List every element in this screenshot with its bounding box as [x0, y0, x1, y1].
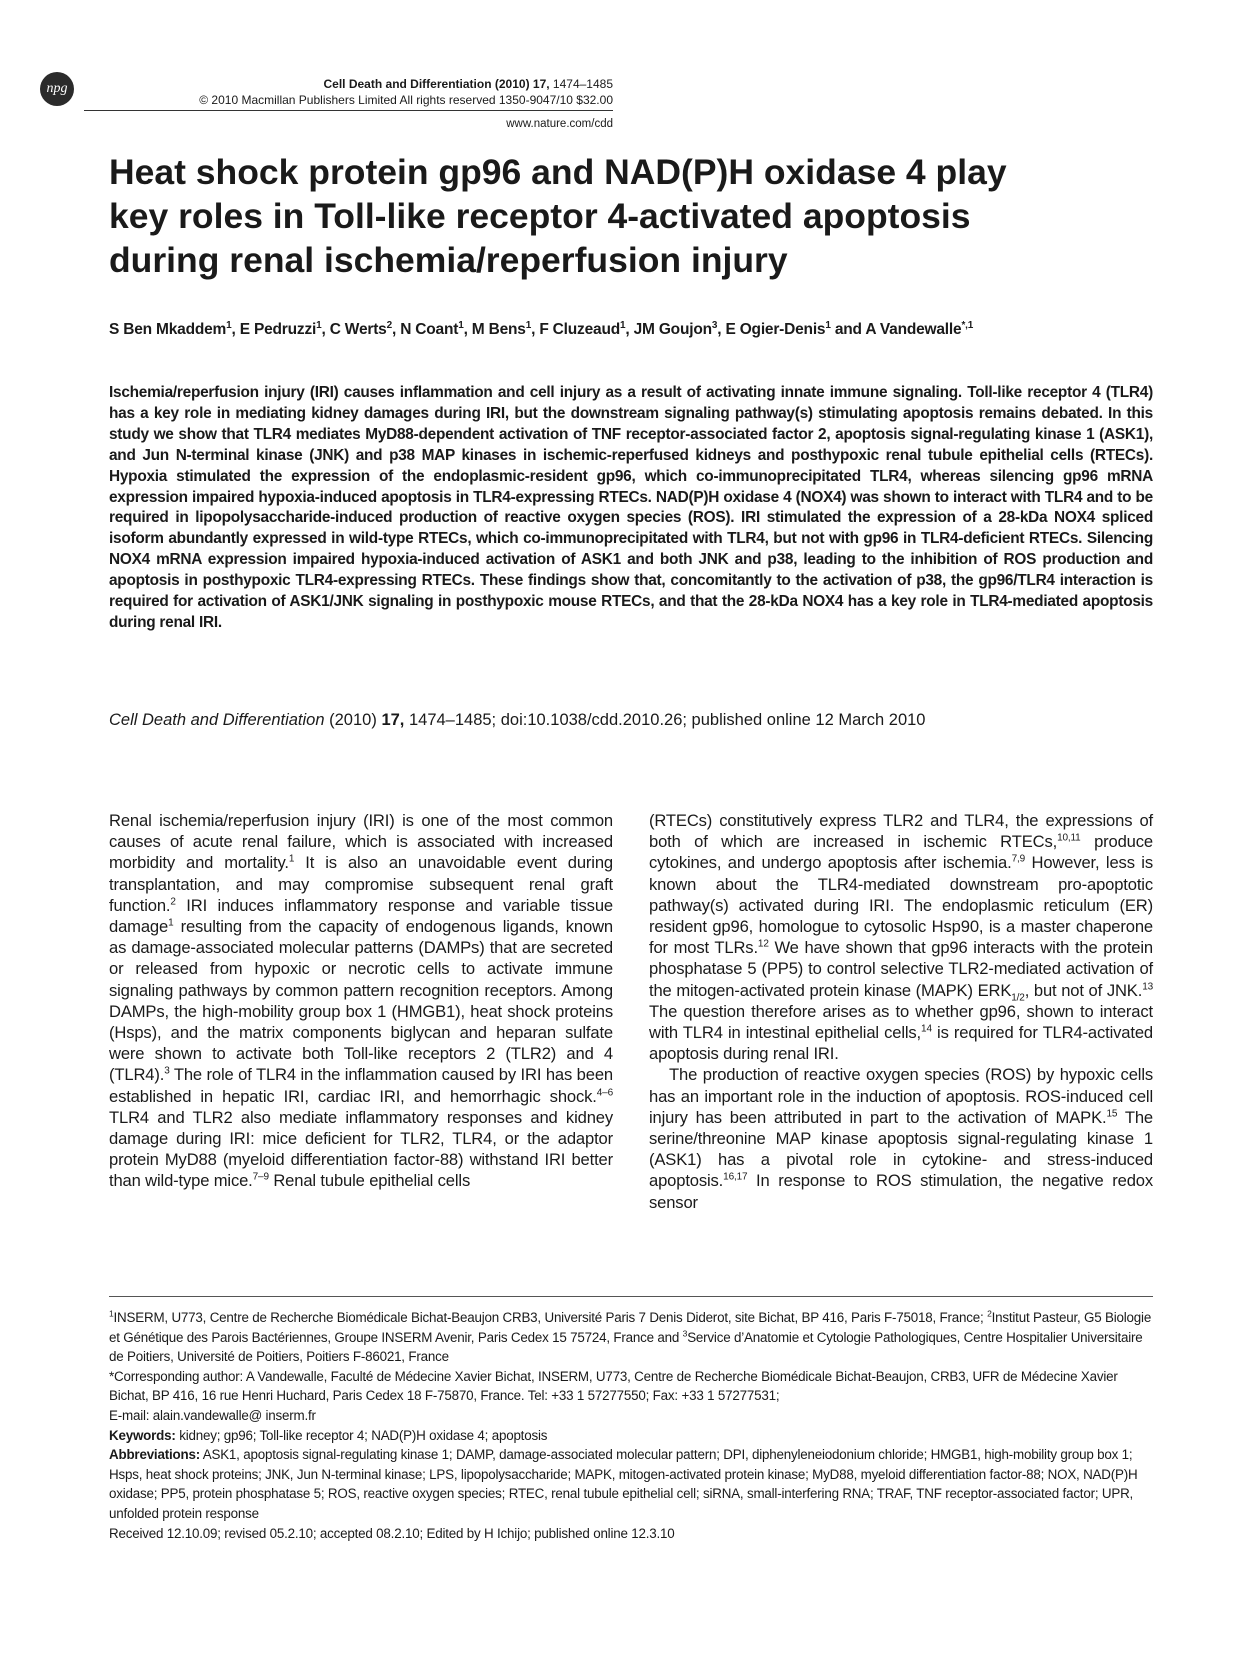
author: C Werts — [329, 321, 387, 339]
affiliation-text: INSERM, U773, Centre de Recherche Biomédicale Bichat-Beaujon CRB3, Université Paris 7 Denis Diderot, site Bichat, BP 416, Paris F-75018, France; — [113, 1310, 988, 1325]
body-text: Renal ischemia/reperfusion injury (IRI) is one of the most common causes of acute renal failure, which is associated with increased morbidity and mortality. — [109, 811, 613, 873]
reference-mark[interactable]: 13 — [1142, 981, 1154, 993]
journal-pages: 1474–1485 — [552, 77, 613, 91]
body-column-right — [649, 810, 1153, 1213]
journal-name: Cell Death and Differentiation — [323, 77, 492, 91]
corresponding-author: *Corresponding author: A Vandewalle, Faculté de Médecine Xavier Bichat, INSERM, U773, Centre de Recherche Biomédicale Bichat-Beaujon, CRB3, UFR de Médecine Xavier Bichat, BP 416, 16 rue Henri Huchard, Paris Cedex 18 F-75870, France. Tel: +33 1 57277550; Fax: +33 1 57277531; — [109, 1368, 1118, 1404]
subscript: 1/2 — [1011, 991, 1025, 1003]
title-line-2: key roles in Toll-like receptor 4-activated apoptosis — [109, 196, 971, 236]
body-text: The question therefore arises as to whether gp96, shown to interact with TLR4 in intestinal epithelial cells, — [649, 1001, 1153, 1043]
keywords — [109, 1426, 1153, 1446]
footnote-divider — [109, 1296, 1153, 1297]
affiliation-text: Service d’Anatomie et Cytologie Pathologiques, Centre Hospitalier Universitaire de Poitiers, Université de Poitiers, Poitiers F-86021, France — [109, 1329, 1143, 1365]
reference-mark[interactable]: 2 — [170, 896, 176, 908]
author: N Coant — [400, 321, 459, 339]
author: E Ogier-Denis — [725, 321, 826, 339]
author: F Cluzeaud — [539, 321, 620, 339]
author: A Vandewalle — [865, 321, 962, 339]
title-line-1: Heat shock protein gp96 and NAD(P)H oxidase 4 play — [109, 152, 1007, 192]
author-affiliation-mark: 1 — [316, 320, 322, 331]
author-affiliation-mark: 1 — [619, 320, 626, 331]
footnotes — [109, 1308, 1153, 1543]
abbreviations-label: Abbreviations: — [109, 1447, 200, 1463]
body-text: The role of TLR4 in the inflammation caused by IRI has been established in hepatic IRI, cardiac IRI, and hemorrhagic shock. — [109, 1065, 613, 1106]
body-text: is required for TLR4-activated apoptosis during renal IRI. — [649, 1023, 1153, 1064]
affiliation-mark: 2 — [987, 1308, 992, 1319]
author-list: S Ben Mkaddem$^1$, E Pedruzzi$^1$, C Werts$^2$, N Coant$^1$, M Bens$^1$, F Cluzeaud$^1$, JM Goujon$^3$, E Ogier-Denis$^1$ and A Vandewalle$^{*,1}$ — [109, 320, 974, 339]
article-citation — [109, 710, 1153, 730]
received-dates: Received 12.10.09; revised 05.2.10; accepted 08.2.10; Edited by H Ichijo; published online 12.3.10 — [109, 1525, 675, 1541]
keywords-label: Keywords: — [109, 1427, 176, 1443]
npg-logo: npg — [40, 72, 74, 106]
abstract: Ischemia/reperfusion injury (IRI) causes inflammation and cell injury as a result of activating innate immune signaling. Toll-like receptor 4 (TLR4) has a key role in mediating kidney damages during IRI, but the downstream signaling pathway(s) stimulating apoptosis remains debated. In this study we show that TLR4 mediates MyD88-dependent activation of TNF receptor-associated factor 2, apoptosis signal-regulating kinase 1 (ASK1), and Jun N-terminal kinase (JNK) and p38 MAP kinases in ischemic-reperfused kidneys and posthypoxic renal tubule epithelial cells (RTECs). Hypoxia stimulated the expression of the endoplasmic-resident gp96, which co-immunoprecipitated TLR4, whereas silencing gp96 mRNA expression impaired hypoxia-induced apoptosis in TLR4-expressing RTECs. NAD(P)H oxidase 4 (NOX4) was shown to interact with TLR4 and to be required in lipopolysaccharide-induced production of reactive oxygen species (ROS). IRI stimulated the expression of a 28-kDa NOX4 spliced isoform abundantly expressed in wild-type RTECs, which co-immunoprecipitated with TLR4, but not with gp96 in TLR4-deficient RTECs. Silencing NOX4 mRNA expression impaired hypoxia-induced activation of ASK1 and both JNK and p38, leading to the inhibition of ROS production and apoptosis in posthypoxic TLR4-expressing RTECs. These findings show that, concomitantly to the activation of p38, the gp96/TLR4 interaction is required for activation of ASK1/JNK signaling in posthypoxic mouse RTECs, and that the 28-kDa NOX4 has a key role in TLR4-mediated apoptosis during renal IRI. — [109, 384, 1153, 631]
body-text: (RTECs) constitutively express TLR2 and TLR4, the expressions of both of which are increased in ischemic RTECs, — [649, 811, 1153, 852]
article-title — [109, 150, 1109, 282]
affiliations — [109, 1308, 1153, 1367]
author: S Ben Mkaddem — [109, 321, 227, 339]
body-column-left — [109, 810, 613, 1192]
reference-mark[interactable]: 1 — [168, 917, 174, 929]
reference-mark[interactable]: 10,11 — [1057, 832, 1081, 844]
affiliation-mark: 3 — [682, 1328, 688, 1339]
body-text: , but not of JNK. — [1024, 980, 1143, 1000]
body-text: IRI induces inflammatory response and variable tissue damage — [109, 895, 613, 937]
header-divider — [84, 110, 613, 111]
reference-mark[interactable]: 3 — [164, 1065, 170, 1077]
author: E Pedruzzi — [239, 321, 317, 339]
author: M Bens — [471, 321, 526, 339]
author: JM Goujon — [633, 321, 712, 339]
journal-url[interactable]: www.nature.com/cdd — [506, 118, 613, 130]
citation-journal: Cell Death and Differentiation — [109, 711, 325, 729]
reference-mark[interactable]: 1 — [288, 853, 295, 865]
reference-mark[interactable]: 7,9 — [1011, 853, 1026, 865]
body-text: However, less is known about the TLR4-mediated downstream pro-apoptotic pathway(s) activated during IRI. The endoplasmic reticulum (ER) resident gp96, homologue to cytosolic Hsp90, is a master chaperone for most TLRs. — [649, 853, 1153, 958]
email-line[interactable]: E-mail: alain.vandewalle@ inserm.fr — [109, 1407, 316, 1423]
author-affiliation-mark: 1 — [226, 320, 232, 331]
body-text: resulting from the capacity of endogenous ligands, known as damage-associated molecular patterns (DAMPs) that are secreted or released from hypoxic or necrotic cells to activate immune signaling pathways by common pattern recognition receptors. Among DAMPs, the high-mobility group box 1 (HMGB1), heat shock proteins (Hsps), and the matrix components biglycan and heparan sulfate were shown to activate both Toll-like receptors 2 (TLR2) and 4 (TLR4). — [109, 917, 613, 1085]
journal-citation-line — [110, 76, 613, 92]
reference-mark[interactable]: 15 — [1106, 1108, 1118, 1120]
title-line-3: during renal ischemia/reperfusion injury — [109, 240, 788, 280]
keywords-text: kidney; gp96; Toll-like receptor 4; NAD(P)H oxidase 4; apoptosis — [175, 1427, 548, 1443]
reference-mark[interactable]: 12 — [757, 938, 769, 950]
body-text: Renal tubule epithelial cells — [268, 1171, 471, 1191]
body-text: TLR4 and TLR2 also mediate inflammatory responses and kidney damage during IRI: mice deficient for TLR2, TLR4, or the adaptor protein MyD88 (myeloid differentiation factor-88) withstand IRI better than wild-type mice. — [109, 1107, 613, 1191]
reference-mark[interactable]: 7–9 — [252, 1171, 269, 1183]
body-text: The serine/threonine MAP kinase apoptosis signal-regulating kinase 1 (ASK1) has a pivotal role in cytokine- and stress-induced apoptosis. — [649, 1107, 1153, 1191]
authors-conjunction: and — [834, 321, 862, 339]
reference-mark[interactable]: 16,17 — [723, 1171, 748, 1183]
journal-year-volume: (2010) 17, — [494, 77, 550, 91]
author-affiliation-mark: 3 — [711, 320, 718, 331]
reference-mark[interactable]: 4–6 — [596, 1087, 613, 1099]
body-text: produce cytokines, and undergo apoptosis after ischemia. — [649, 832, 1153, 873]
author-affiliation-mark: *,1 — [961, 320, 974, 331]
affiliation-text: Institut Pasteur, G5 Biologie et Génétique des Parois Bactériennes, Groupe INSERM Avenir, Paris Cedex 15 75724, France and — [109, 1310, 1152, 1345]
author-affiliation-mark: 1 — [458, 320, 464, 331]
body-text: It is also an unavoidable event during transplantation, and may compromise subsequent renal graft function. — [109, 853, 613, 915]
body-paragraph — [649, 810, 1153, 1064]
citation-year: (2010) — [329, 711, 377, 729]
body-text: In response to ROS stimulation, the negative redox sensor — [649, 1171, 1153, 1212]
author-affiliation-mark: 2 — [386, 320, 392, 331]
citation-details: 1474–1485; doi:10.1038/cdd.2010.26; published online 12 March 2010 — [408, 711, 926, 729]
author-affiliation-mark: 1 — [825, 320, 831, 331]
author-affiliation-mark: 1 — [525, 320, 532, 331]
abbreviations-text: ASK1, apoptosis signal-regulating kinase 1; DAMP, damage-associated molecular pattern; DPI, diphenyleneiodonium chloride; HMGB1, high-mobility group box 1; Hsps, heat shock proteins; JNK, Jun N-terminal kinase; LPS, lipopolysaccharide; MAPK, mitogen-activated protein kinase; MyD88, myeloid differentiation factor-88; NOX, NAD(P)H oxidase; PP5, protein phosphatase 5; ROS, reactive oxygen species; RTEC, renal tubule epithelial cell; siRNA, small-interfering RNA; TRAF, TNF receptor-associated factor; UPR, unfolded protein response — [109, 1447, 1138, 1521]
journal-header — [110, 76, 613, 108]
body-text: The production of reactive oxygen species (ROS) by hypoxic cells has an important role in the induction of apoptosis. ROS-induced cell injury has been attributed in part to the activation of MAPK. — [649, 1065, 1153, 1127]
reference-mark[interactable]: 14 — [921, 1023, 932, 1035]
abbreviations — [109, 1445, 1153, 1523]
affiliation-mark: 1 — [109, 1308, 114, 1319]
body-text: We have shown that gp96 interacts with the protein phosphatase 5 (PP5) to control selective TLR2-mediated activation of the mitogen-activated protein kinase (MAPK) ERK — [649, 938, 1153, 1000]
citation-volume: 17, — [381, 711, 405, 729]
body-paragraph — [109, 810, 613, 1192]
body-paragraph — [649, 1064, 1153, 1212]
copyright-line: © 2010 Macmillan Publishers Limited All rights reserved 1350-9047/10 $32.00 — [199, 93, 613, 107]
